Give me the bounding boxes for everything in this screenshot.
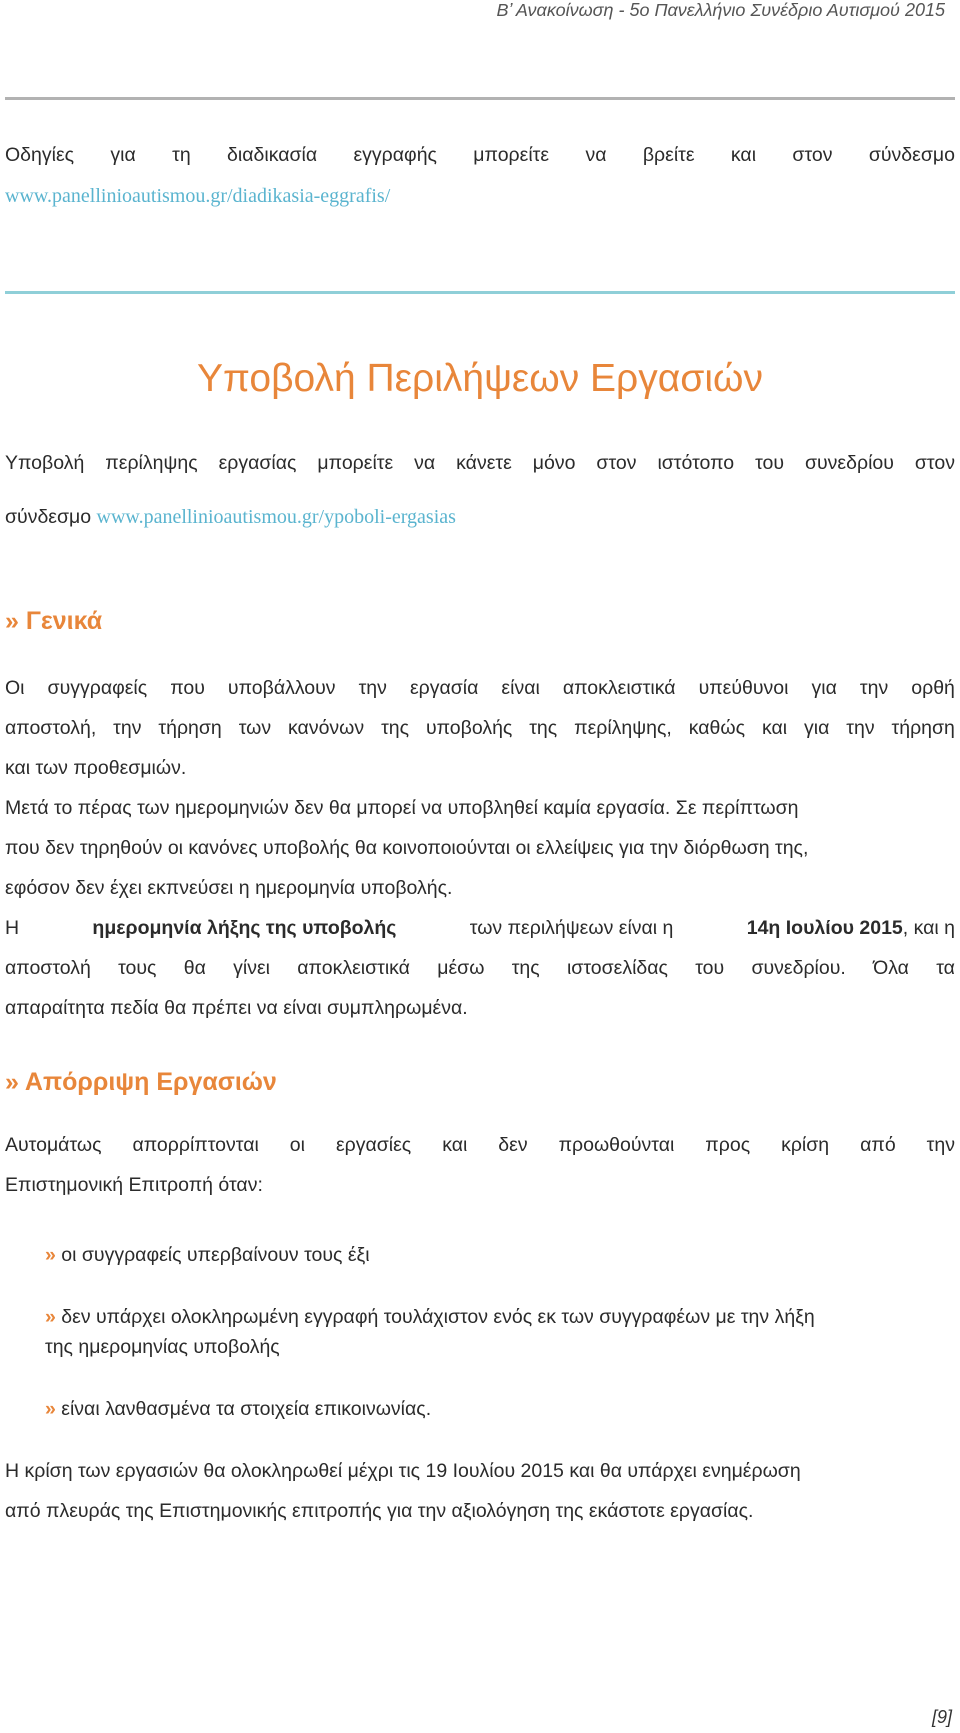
general-word: υποβάλλουν <box>227 677 336 699</box>
rejection-word: δεν <box>498 1134 528 1156</box>
rejection-bullet-2 <box>45 1305 955 1329</box>
general-word: υπεύθυνοι <box>698 677 789 699</box>
registration-word: μπορείτε <box>473 144 550 166</box>
general-word: τα <box>936 957 955 979</box>
general-word: Οι <box>5 677 25 699</box>
general-word: συγγραφείς <box>47 677 148 699</box>
registration-word: Οδηγίες <box>5 144 75 166</box>
general-heading: » Γενικά <box>5 607 103 635</box>
registration-link-line <box>5 184 955 208</box>
rejection-word: και <box>442 1134 468 1156</box>
general-word: των <box>238 717 272 739</box>
closing-line-2: από πλευράς της Επιστημονικής επιτροπής για την αξιολόγηση της εκάστοτε εργασίας. <box>5 1500 754 1522</box>
submission-line-2 <box>5 505 955 529</box>
general-word: ορθή <box>911 677 955 699</box>
general-p2-line-3: εφόσον δεν έχει εκπνεύσει η ημερομηνία υποβολής. <box>5 877 453 899</box>
general-p1-line-2 <box>5 716 955 740</box>
bullet-text: δεν υπάρχει ολοκληρωμένη εγγραφή τουλάχιστον ενός εκ των συγγραφέων με την λήξη <box>61 1306 815 1328</box>
registration-word: και <box>730 144 757 166</box>
bullet-marker: » <box>45 1398 56 1420</box>
submission-word: ιστότοπο <box>657 452 735 474</box>
rejection-word: οι <box>289 1134 305 1156</box>
general-word: καθώς <box>688 717 746 739</box>
general-word: θα <box>183 957 206 979</box>
rejection-bullet-3 <box>45 1397 955 1421</box>
bullet-marker: » <box>45 1244 56 1266</box>
rejection-word: από <box>860 1134 896 1156</box>
deadline-text-a: Η <box>5 917 20 939</box>
submission-word: μόνο <box>532 452 576 474</box>
general-word: Όλα <box>873 957 909 979</box>
submission-word: του <box>755 452 785 474</box>
general-p3-line-2 <box>5 956 955 980</box>
general-word: είναι <box>501 677 540 699</box>
page-header: Β’ Ανακοίνωση - 5ο Πανελλήνιο Συνέδριο Αυτισμού 2015 <box>496 0 945 20</box>
registration-line <box>5 143 955 167</box>
submission-word: να <box>414 452 436 474</box>
rejection-heading: » Απόρριψη Εργασιών <box>5 1068 277 1096</box>
page-number: [9] <box>931 1707 952 1727</box>
general-p1-line-3: και των προθεσμιών. <box>5 757 187 779</box>
registration-word: για <box>110 144 136 166</box>
general-word: του <box>695 957 725 979</box>
submission-word: περίληψης <box>105 452 198 474</box>
rejection-word: την <box>926 1134 955 1156</box>
registration-word: στον <box>792 144 833 166</box>
registration-word: τη <box>172 144 191 166</box>
registration-word: διαδικασία <box>227 144 318 166</box>
general-word: τήρηση <box>158 717 222 739</box>
general-p2-line-2: που δεν τηρηθούν οι κανόνες υποβολής θα κοινοποιούνται οι ελλείψεις για την διόρθωση της, <box>5 837 809 859</box>
bullet-marker: » <box>45 1306 56 1328</box>
registration-word: εγγραφής <box>353 144 437 166</box>
general-word: της <box>511 957 540 979</box>
general-word: της <box>529 717 558 739</box>
submission-word: κάνετε <box>456 452 512 474</box>
general-p1-line-1 <box>5 676 955 700</box>
rejection-word: απορρίπτονται <box>132 1134 259 1156</box>
general-word: την <box>358 677 387 699</box>
rejection-intro-line-2: Επιστημονική Επιτροπή όταν: <box>5 1174 263 1196</box>
registration-word: σύνδεσμο <box>868 144 955 166</box>
deadline-label: ημερομηνία λήξης της υποβολής <box>92 917 397 939</box>
rejection-word: προωθούνται <box>558 1134 675 1156</box>
general-word: εργασία <box>409 677 479 699</box>
registration-word: να <box>585 144 607 166</box>
general-word: κανόνων <box>288 717 365 739</box>
general-word: τους <box>118 957 157 979</box>
general-word: μέσω <box>437 957 485 979</box>
rejection-bullet-2-cont: της ημερομηνίας υποβολής <box>45 1336 280 1358</box>
submission-word: μπορείτε <box>317 452 394 474</box>
submission-word: Υποβολή <box>5 452 85 474</box>
bullet-text: είναι λανθασμένα τα στοιχεία επικοινωνίας. <box>61 1398 432 1420</box>
submission-prefix: σύνδεσμο <box>5 506 97 528</box>
general-word: ιστοσελίδας <box>566 957 668 979</box>
deadline-date: 14η Ιουλίου 2015 <box>746 917 903 939</box>
rejection-word: Αυτομάτως <box>5 1134 102 1156</box>
general-p2-line-1: Μετά το πέρας των ημερομηνιών δεν θα μπορεί να υποβληθεί καμία εργασία. Σε περίπτωση <box>5 797 799 819</box>
general-word: αποκλειστικά <box>297 957 410 979</box>
general-word: περίληψης, <box>574 717 672 739</box>
general-word: υποβολής <box>425 717 513 739</box>
rejection-intro-line-1 <box>5 1133 955 1157</box>
deadline-text-e: , και η <box>902 917 955 939</box>
general-word: την <box>846 717 875 739</box>
registration-link[interactable]: www.panellinioautismou.gr/diadikasia-eggrafis/ <box>5 185 391 207</box>
general-word: για <box>811 677 837 699</box>
submission-link[interactable]: www.panellinioautismou.gr/ypoboli-ergasias <box>96 506 456 528</box>
submission-title: Υποβολή Περιλήψεων Εργασιών <box>197 357 763 400</box>
general-word: και <box>761 717 788 739</box>
section-divider <box>5 291 955 294</box>
deadline-text-c: των περιλήψεων είναι η <box>469 917 674 939</box>
rejection-word: κρίση <box>781 1134 830 1156</box>
general-p3-line-3: απαραίτητα πεδία θα πρέπει να είναι συμπληρωμένα. <box>5 997 468 1019</box>
general-word: αποστολή <box>5 957 91 979</box>
general-word: της <box>381 717 410 739</box>
submission-line-1 <box>5 451 955 475</box>
registration-word: βρείτε <box>642 144 695 166</box>
header-divider <box>5 97 955 100</box>
bullet-text: οι συγγραφείς υπερβαίνουν τους έξι <box>61 1244 370 1266</box>
submission-word: στον <box>914 452 955 474</box>
general-word: που <box>170 677 205 699</box>
closing-line-1: Η κρίση των εργασιών θα ολοκληρωθεί μέχρι τις 19 Ιουλίου 2015 και θα υπάρχει ενημέρωση <box>5 1460 801 1482</box>
general-word: την <box>113 717 142 739</box>
general-word: την <box>859 677 889 699</box>
rejection-word: προς <box>705 1134 751 1156</box>
submission-word: εργασίας <box>218 452 297 474</box>
general-word: αποστολή, <box>5 717 97 739</box>
rejection-word: εργασίες <box>335 1134 412 1156</box>
general-word: γίνει <box>233 957 270 979</box>
rejection-bullet-1 <box>45 1243 955 1267</box>
general-word: για <box>804 717 830 739</box>
general-word: συνεδρίου. <box>751 957 846 979</box>
submission-word: συνεδρίου <box>804 452 894 474</box>
general-p3-line-1 <box>5 916 955 940</box>
general-word: αποκλειστικά <box>562 677 676 699</box>
general-word: τήρηση <box>891 717 955 739</box>
submission-word: στον <box>596 452 637 474</box>
